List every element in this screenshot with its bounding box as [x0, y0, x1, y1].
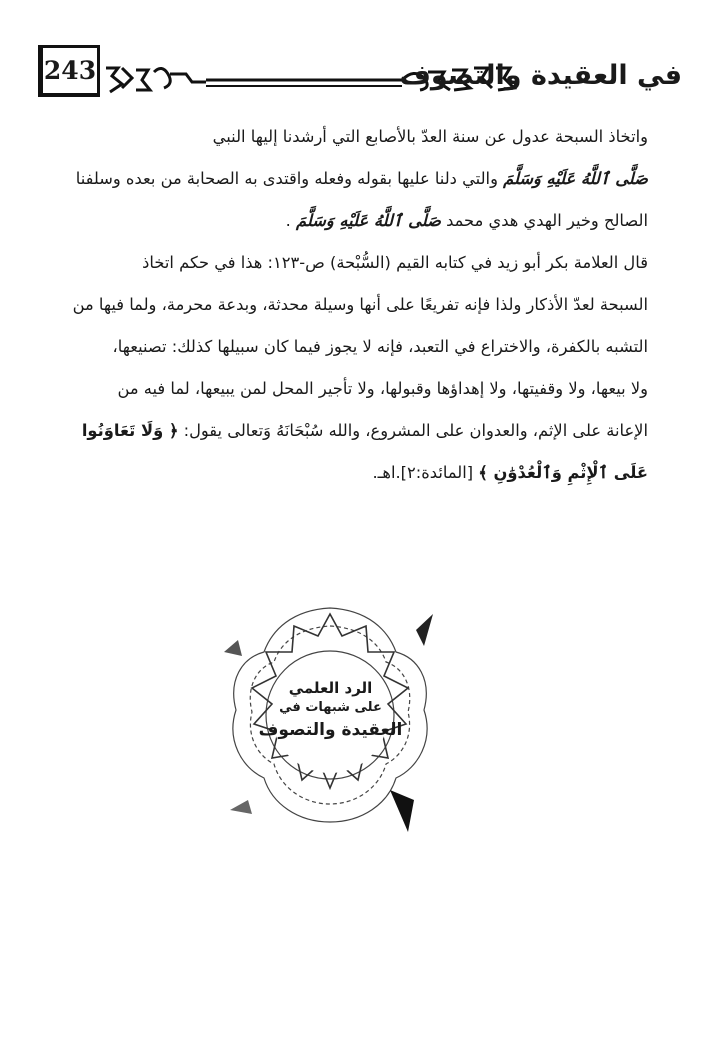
text-run: قال العلامة بكر أبو زيد في كتابه القيم (السُّبْحة) ص-١٢٣: هذا في حكم اتخاذ	[142, 253, 648, 272]
text-line	[40, 326, 648, 368]
text-run: .	[285, 211, 297, 230]
quran-quote: ﴿ وَلَا تَعَاوَنُوا	[81, 421, 179, 440]
text-run: السبحة لعدّ الأذكار ولذا فإنه تفريعًا على أنها وسيلة محدثة، وبدعة محرمة، ولما فيها من	[72, 295, 648, 314]
quran-quote: عَلَى ٱلْإِثْمِ وَٱلْعُدْوَٰنِ ﴾	[478, 463, 648, 482]
honorific-phrase: صَلَّى ٱللَّهُ عَلَيْهِ وَسَلَّمَ	[296, 211, 441, 230]
honorific-phrase: صَلَّى ٱللَّهُ عَلَيْهِ وَسَلَّمَ	[503, 169, 648, 188]
text-line	[40, 452, 648, 494]
emblem-title	[218, 678, 443, 742]
text-run: التشبه بالكفرة، والاختراع في التعبد، فإنه لا يجوز فيما كان سبيلها كذلك: تصنيعها،	[112, 337, 648, 356]
text-run: الصالح وخير الهدي هدي محمد	[440, 211, 648, 230]
text-run: واتخاذ السبحة عدول عن سنة العدّ بالأصابع التي أرشدنا إليها النبي	[212, 127, 648, 146]
text-line	[40, 116, 648, 158]
text-line	[40, 242, 648, 284]
book-title: في العقيدة والتصوف	[399, 60, 682, 91]
body-text	[40, 116, 648, 494]
text-line	[40, 410, 648, 452]
text-line	[40, 368, 648, 410]
text-run: ولا بيعها، ولا وقفيتها، ولا إهداؤها وقبولها، ولا تأجير المحل لمن يبيعها، لما فيه من	[117, 379, 648, 398]
text-run: [المائدة:٢].اهـ.	[372, 463, 479, 482]
text-line	[40, 284, 648, 326]
page-number: 243	[38, 45, 100, 97]
emblem-line-1: الرد العلمي	[288, 679, 373, 697]
text-line	[40, 200, 648, 242]
text-line	[40, 158, 648, 200]
text-run: الإعانة على الإثم، والعدوان على المشروع، والله سُبْحَانَهُ وَتعالى يقول:	[178, 421, 648, 440]
book-emblem	[218, 600, 443, 835]
emblem-line-3: العقيدة والتصوف	[258, 720, 403, 740]
text-run: والتي دلنا عليها بقوله وفعله واقتدى به الصحابة من بعده وسلفنا	[75, 169, 504, 188]
emblem-line-2: على شبهات في	[279, 700, 382, 715]
